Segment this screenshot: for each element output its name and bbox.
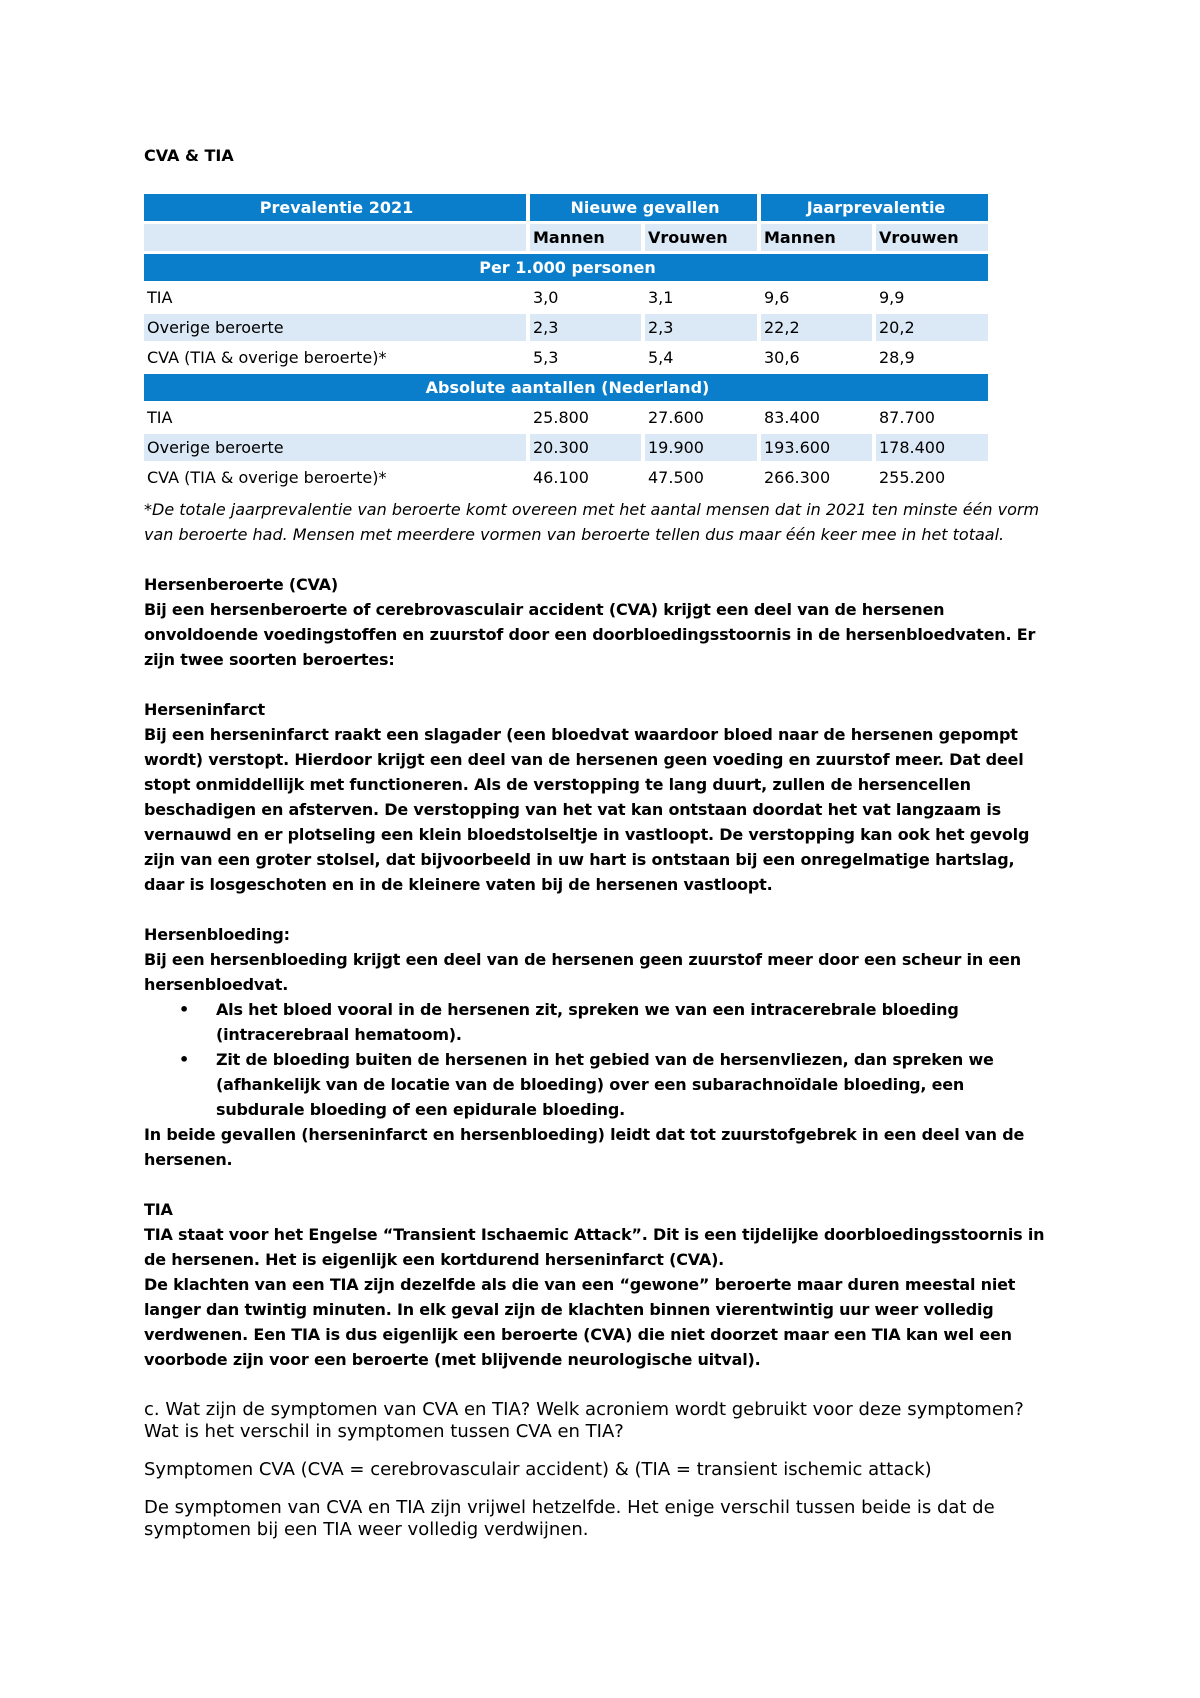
table-cell: 19.900 <box>645 434 757 461</box>
subheader-mannen: Mannen <box>530 224 641 251</box>
table-cell: 5,3 <box>530 344 641 371</box>
header-nieuwe-gevallen: Nieuwe gevallen <box>530 194 757 221</box>
bleeding-text: Bij een hersenbloeding krijgt een deel van de hersenen geen zuurstof meer door een scheur in een hersenbloedvat. <box>144 950 1021 994</box>
symptoms-title: Symptomen CVA (CVA = cerebrovasculair accident) & (TIA = transient ischemic attack) <box>144 1459 932 1480</box>
cva-heading: Hersenberoerte (CVA) <box>144 575 338 594</box>
bullet-text: Zit de bloeding buiten de hersenen in het gebied van de hersenvliezen, dan spreken we (afhankelijk van de locatie van de bloeding) over een subarachnoïdale bloeding, een subdurale bloeding of een epidurale bloeding. <box>216 1050 994 1119</box>
table-cell: 266.300 <box>761 464 872 491</box>
section-title: Per 1.000 personen <box>144 254 988 281</box>
table-cell: 22,2 <box>761 314 872 341</box>
document-title: CVA & TIA <box>144 146 234 165</box>
row-label: Overige beroerte <box>144 314 526 341</box>
subheader-mannen: Mannen <box>761 224 872 251</box>
table-header-row <box>144 194 988 221</box>
question-text: c. Wat zijn de symptomen van CVA en TIA? Welk acroniem wordt gebruikt voor deze symptomen? Wat is het verschil in symptomen tussen CVA en TIA? <box>144 1399 1024 1442</box>
row-label: Overige beroerte <box>144 434 526 461</box>
table-footnote: *De totale jaarprevalentie van beroerte komt overeen met het aantal mensen dat in 2021 ten minste één vorm van beroerte had. Mensen met meerdere vormen van beroerte tellen dus maar één keer mee in het totaal. <box>144 500 1040 544</box>
tia-heading: TIA <box>144 1200 173 1219</box>
section-band-absolute <box>144 374 988 401</box>
header-jaarprevalentie: Jaarprevalentie <box>761 194 988 221</box>
table-row <box>144 344 988 371</box>
infarct-section <box>144 697 1054 897</box>
cva-text: Bij een hersenberoerte of cerebrovasculair accident (CVA) krijgt een deel van de hersenen onvoldoende voedingstoffen en zuurstof door een doorbloedingsstoornis in de hersenbloedvaten. Er zijn twee soorten beroertes: <box>144 600 1036 669</box>
table-subheader-row <box>144 224 988 251</box>
list-item <box>179 1047 1054 1122</box>
table-cell: 27.600 <box>645 404 757 431</box>
bullet-text: Als het bloed vooral in de hersenen zit, spreken we van een intracerebrale bloeding (intracerebraal hematoom). <box>216 1000 959 1044</box>
bleeding-section <box>144 922 1054 1172</box>
table-row <box>144 284 988 311</box>
table-cell: 255.200 <box>876 464 988 491</box>
bullet-icon: • <box>179 1050 190 1069</box>
tia-text-1: TIA staat voor het Engelse “Transient Ischaemic Attack”. Dit is een tijdelijke doorbloedingsstoornis in de hersenen. Het is eigenlijk een kortdurend herseninfarct (CVA). <box>144 1225 1045 1269</box>
bleeding-bullet-list <box>144 997 1054 1122</box>
section-title: Absolute aantallen (Nederland) <box>144 374 988 401</box>
header-prevalentie: Prevalentie 2021 <box>144 194 526 221</box>
bullet-icon: • <box>179 1000 190 1019</box>
table-cell: 3,0 <box>530 284 641 311</box>
prevalence-table <box>140 191 992 494</box>
list-item <box>179 997 1054 1047</box>
subheader-empty <box>144 224 526 251</box>
document-content <box>144 146 1054 1541</box>
tia-text-2: De klachten van een TIA zijn dezelfde als die van een “gewone” beroerte maar duren meestal niet langer dan twintig minuten. In elk geval zijn de klachten binnen vierentwintig uur weer volledig verdwenen. Een TIA is dus eigenlijk een beroerte (CVA) die niet doorzet maar een TIA kan wel een voorbode zijn voor een beroerte (met blijvende neurologische uitval). <box>144 1275 1016 1369</box>
answer-text: De symptomen van CVA en TIA zijn vrijwel hetzelfde. Het enige verschil tussen beide is dat de symptomen bij een TIA weer volledig verdwijnen. <box>144 1497 995 1540</box>
row-label: TIA <box>144 284 526 311</box>
cva-section <box>144 572 1054 672</box>
table-cell: 20.300 <box>530 434 641 461</box>
table-cell: 2,3 <box>530 314 641 341</box>
subheader-vrouwen: Vrouwen <box>645 224 757 251</box>
table-cell: 20,2 <box>876 314 988 341</box>
table-cell: 46.100 <box>530 464 641 491</box>
tia-section <box>144 1197 1054 1372</box>
table-cell: 5,4 <box>645 344 757 371</box>
infarct-text: Bij een herseninfarct raakt een slagader (een bloedvat waardoor bloed naar de hersenen gepompt wordt) verstopt. Hierdoor krijgt een deel van de hersenen geen voeding en zuurstof meer. Dat deel stopt onmiddellijk met functioneren. Als de verstopping te lang duurt, zullen de hersencellen beschadigen en afsterven. De verstopping van het vat kan ontstaan doordat het vat langzaam is vernauwd en er plotseling een klein bloedstolseltje in vastloopt. De verstopping kan ook het gevolg zijn van een groter stolsel, dat bijvoorbeeld in uw hart is ontstaan bij een onregelmatige hartslag, daar is losgeschoten en in de kleinere vaten bij de hersenen vastloopt. <box>144 725 1030 894</box>
bleeding-heading: Hersenbloeding: <box>144 925 290 944</box>
section-band-per-1000 <box>144 254 988 281</box>
table-cell: 2,3 <box>645 314 757 341</box>
infarct-heading: Herseninfarct <box>144 700 265 719</box>
bleeding-conclusion: In beide gevallen (herseninfarct en hersenbloeding) leidt dat tot zuurstofgebrek in een deel van de hersenen. <box>144 1125 1025 1169</box>
subheader-vrouwen: Vrouwen <box>876 224 988 251</box>
table-row <box>144 314 988 341</box>
table-cell: 47.500 <box>645 464 757 491</box>
table-cell: 30,6 <box>761 344 872 371</box>
table-cell: 28,9 <box>876 344 988 371</box>
table-cell: 9,9 <box>876 284 988 311</box>
table-cell: 87.700 <box>876 404 988 431</box>
row-label: CVA (TIA & overige beroerte)* <box>144 344 526 371</box>
table-cell: 9,6 <box>761 284 872 311</box>
row-label: TIA <box>144 404 526 431</box>
table-row <box>144 434 988 461</box>
row-label: CVA (TIA & overige beroerte)* <box>144 464 526 491</box>
table-row <box>144 464 988 491</box>
table-cell: 25.800 <box>530 404 641 431</box>
table-row <box>144 404 988 431</box>
table-cell: 178.400 <box>876 434 988 461</box>
table-cell: 3,1 <box>645 284 757 311</box>
table-cell: 193.600 <box>761 434 872 461</box>
table-cell: 83.400 <box>761 404 872 431</box>
